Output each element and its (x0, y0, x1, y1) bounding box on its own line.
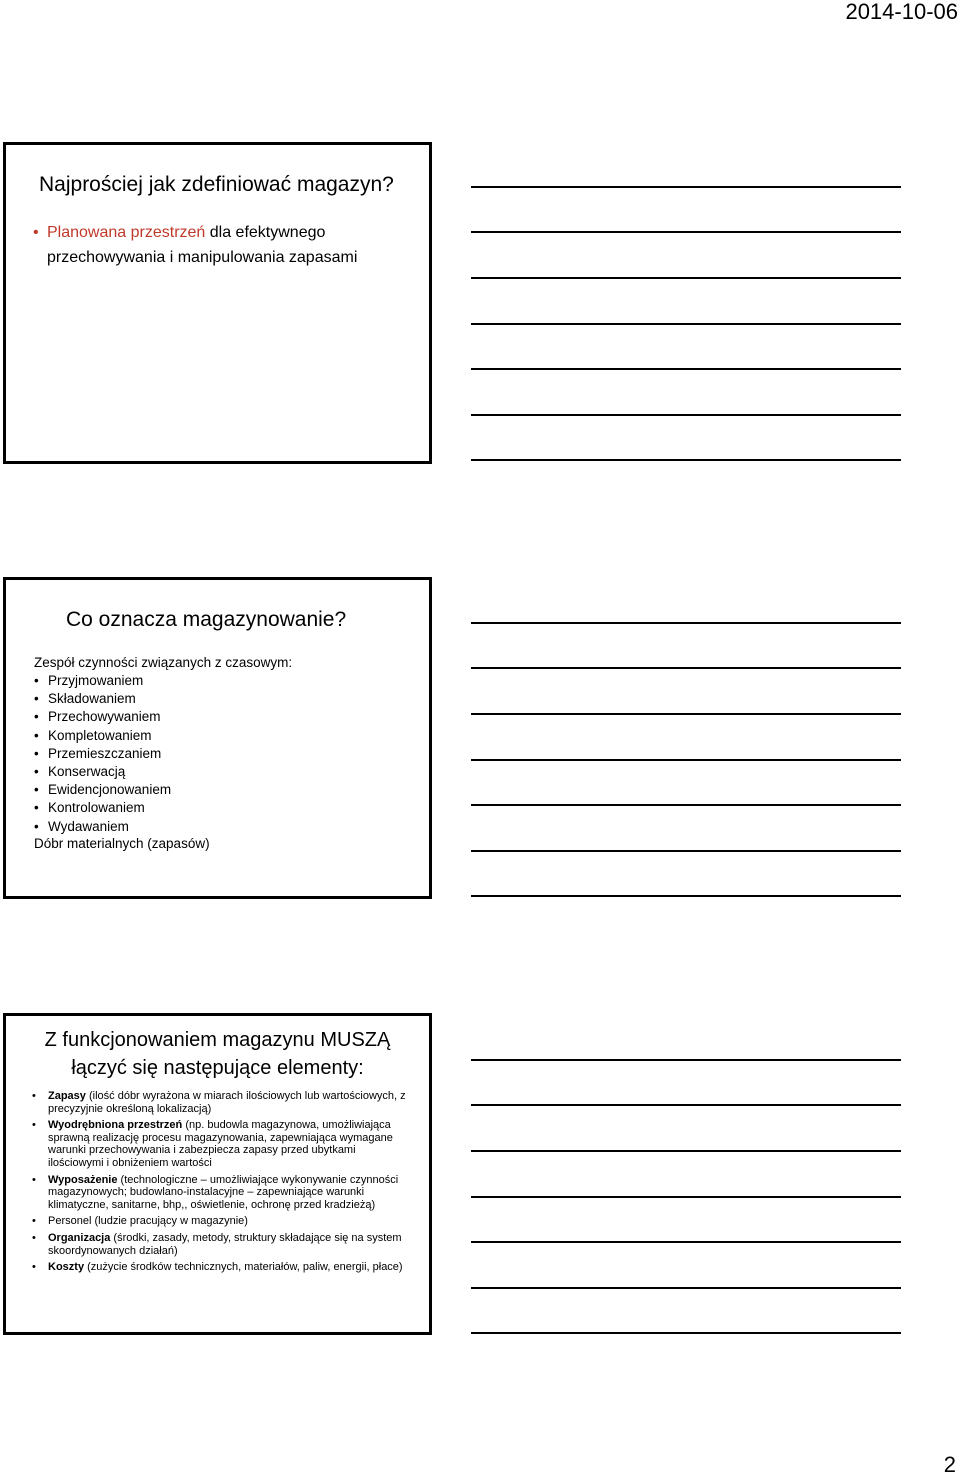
bullet-icon: • (32, 1119, 36, 1132)
list-item (32, 1119, 412, 1169)
bullet-icon: • (34, 818, 39, 834)
list-item-text: Składowaniem (48, 691, 136, 707)
slide-1-title: Najprościej jak zdefiniować magazyn? (39, 173, 394, 196)
slide-3-title-line1: Z funkcjonowaniem magazynu MUSZĄ (44, 1029, 391, 1051)
list-item (32, 1261, 412, 1274)
list-item (34, 690, 171, 708)
item-text: Personel (ludzie pracujący w magazynie) (48, 1215, 248, 1228)
bullet-icon: • (34, 782, 39, 798)
list-item-text: Przechowywaniem (48, 709, 161, 725)
item-text: (środki, zasady, metody, struktury składające się na system skoordynowanych działań) (48, 1231, 402, 1257)
bullet-icon: • (32, 1215, 36, 1228)
bullet-icon: • (32, 1090, 36, 1102)
slide-3 (3, 1013, 432, 1335)
page-number: 2 (943, 1452, 956, 1477)
item-bold: Zapasy (48, 1090, 86, 1102)
list-item (34, 708, 171, 726)
bullet-icon: • (33, 224, 39, 241)
slide-2 (3, 577, 432, 899)
slide-1 (3, 142, 432, 464)
list-item-text: Ewidencjonowaniem (48, 782, 172, 798)
item-bold: Organizacja (48, 1231, 111, 1244)
list-item-text: Kompletowaniem (48, 727, 152, 743)
bullet-accent-text: Planowana przestrzeń (47, 224, 206, 241)
list-item (34, 763, 171, 781)
slide-2-title: Co oznacza magazynowanie? (66, 608, 347, 631)
list-item (34, 727, 171, 745)
bullet-icon: • (32, 1261, 36, 1274)
bullet-icon: • (34, 800, 39, 816)
bullet-icon: • (34, 764, 39, 780)
list-item-text: Wydawaniem (48, 818, 129, 834)
list-item (32, 1215, 412, 1228)
slide-3-list (32, 1090, 412, 1278)
list-item (34, 781, 171, 799)
item-bold: Wyodrębniona przestrzeń (48, 1119, 183, 1132)
bullet-icon: • (34, 691, 39, 707)
slide-1-bullet (33, 220, 413, 270)
item-bold: Koszty (48, 1261, 85, 1274)
slide-2-list (34, 672, 171, 836)
list-item (32, 1090, 412, 1115)
list-item (34, 672, 171, 690)
list-item-text: Przyjmowaniem (48, 673, 144, 688)
slide-3-title (6, 1026, 429, 1082)
item-text: (technologiczne – umożliwiające wykonywanie czynności magazynowych; budowlano-instalacyjne – zapewniające warunki klimatyczne, sanitarne, bhp,, oświetlenie, ochronę przed kradzieżą) (48, 1173, 399, 1211)
list-item (32, 1174, 412, 1212)
list-item (34, 799, 171, 817)
bullet-text: dla efektywnego przechowywania i manipulowania zapasami (47, 224, 358, 266)
bullet-icon: • (34, 709, 39, 725)
item-text: (zużycie środków technicznych, materiałów, paliw, energii, płace) (84, 1261, 403, 1274)
list-item-text: Kontrolowaniem (48, 800, 145, 816)
slide-2-intro: Zespół czynności związanych z czasowym: (34, 655, 293, 670)
list-item-text: Przemieszczaniem (48, 745, 162, 761)
list-item (34, 818, 171, 836)
print-date: 2014-10-06 (845, 0, 958, 24)
slide-2-outro: Dóbr materialnych (zapasów) (34, 836, 210, 851)
bullet-icon: • (32, 1173, 36, 1186)
item-bold: Wyposażenie (48, 1173, 118, 1186)
slide-3-title-line2: łączyć się następujące elementy: (71, 1057, 364, 1079)
item-text: (ilość dóbr wyrażona w miarach ilościowych lub wartościowych, z precyzyjnie określoną lokalizacją) (48, 1090, 406, 1115)
list-item (32, 1232, 412, 1257)
list-item (34, 745, 171, 763)
bullet-icon: • (32, 1231, 36, 1244)
bullet-icon: • (34, 673, 39, 688)
bullet-icon: • (34, 727, 39, 743)
list-item-text: Konserwacją (48, 764, 126, 780)
bullet-icon: • (34, 745, 39, 761)
item-text: (np. budowla magazynowa, umożliwiająca sprawną realizację procesu magazynowania, zapewniająca wymagane warunki przechowywania i zabezpiecza zapasy przed ubytkami ilościowymi i obniżeniem wartości (48, 1119, 393, 1169)
